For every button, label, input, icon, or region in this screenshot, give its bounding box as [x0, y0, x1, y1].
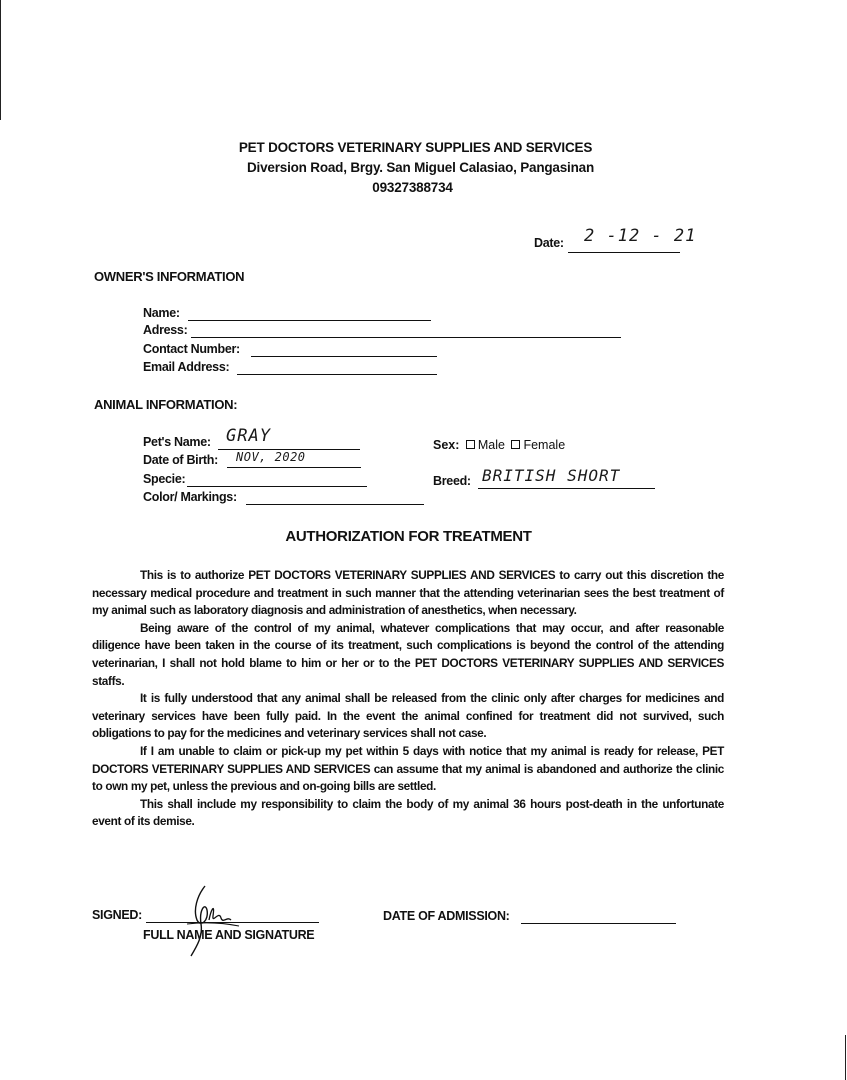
signature-caption: FULL NAME AND SIGNATURE: [143, 928, 315, 942]
scan-edge: [0, 0, 1, 120]
dob-value: NOV, 2020: [236, 450, 306, 464]
pet-name-value: GRAY: [226, 426, 271, 446]
owner-address-field: [191, 337, 621, 338]
pet-name-label: Pet's Name:: [143, 435, 211, 449]
specie-field: [187, 486, 367, 487]
specie-label: Specie:: [143, 472, 186, 486]
owner-email-field: [237, 374, 437, 375]
owner-contact-field: [251, 356, 437, 357]
authorization-title: AUTHORIZATION FOR TREATMENT: [285, 528, 532, 545]
sex-row: [433, 438, 565, 452]
authorization-paragraph: If I am unable to claim or pick-up my pet within 5 days with notice that my animal is ready for release, PET DOCTORS VETERINARY SUPPLIES AND SERVICES can assume that my animal is abandoned and authorize the clinic to own my pet, unless the previous and on-going bills are settled.: [92, 743, 724, 794]
handwritten-signature: [183, 880, 243, 960]
date-value: 2 -12 - 21: [584, 226, 697, 246]
admission-date-label: DATE OF ADMISSION:: [383, 909, 510, 923]
dob-field: [227, 467, 361, 468]
company-phone: 09327388734: [372, 180, 453, 195]
owner-email-label: Email Address:: [143, 360, 230, 374]
male-checkbox[interactable]: [466, 440, 475, 449]
owner-name-label: Name:: [143, 306, 180, 320]
owner-name-field: [188, 320, 431, 321]
authorization-paragraph: This shall include my responsibility to claim the body of my animal 36 hours post-death in the unfortunate event of its demise.: [92, 796, 724, 829]
breed-value: BRITISH SHORT: [482, 466, 621, 485]
sex-label: Sex:: [433, 438, 460, 452]
color-markings-label: Color/ Markings:: [143, 490, 237, 504]
company-name: PET DOCTORS VETERINARY SUPPLIES AND SERVICES: [238, 140, 593, 155]
color-markings-field: [246, 504, 424, 505]
scan-edge: [845, 1035, 846, 1080]
owner-address-label: Adress:: [143, 323, 188, 337]
authorization-body: [92, 567, 724, 831]
breed-field: [478, 488, 655, 489]
authorization-paragraph: Being aware of the control of my animal, whatever complications that may occur, and after reasonable diligence have been taken in the course of its treatment, such complications is beyond the control of the attending veterinarian, I shall not hold blame to him or her or to the PET DOCTORS VETERINARY SUPPLIES AND SERVICES staffs.: [92, 620, 724, 688]
date-label: Date:: [534, 236, 564, 250]
company-address: Diversion Road, Brgy. San Miguel Calasiao, Pangasinan: [247, 160, 594, 175]
female-checkbox[interactable]: [511, 440, 520, 449]
owner-contact-label: Contact Number:: [143, 342, 240, 356]
breed-label: Breed:: [433, 474, 471, 488]
date-line: [568, 252, 680, 253]
admission-date-field: [521, 923, 676, 924]
female-option-label: Female: [523, 438, 566, 452]
owner-section-title: OWNER'S INFORMATION: [94, 269, 245, 284]
dob-label: Date of Birth:: [143, 453, 218, 467]
authorization-paragraph: This is to authorize PET DOCTORS VETERINARY SUPPLIES AND SERVICES to carry out this discretion the necessary medical procedure and treatment in such manner that the attending veterinarian sees the best treatment of my animal such as laboratory diagnosis and administration of anesthetics, when necessary.: [92, 568, 724, 618]
authorization-paragraph: It is fully understood that any animal shall be released from the clinic only after charges for medicines and veterinary services have been fully paid. In the event the animal confined for treatment did not survived, such obligations to pay for the medicines and veterinary services shall not case.: [92, 691, 724, 741]
signed-label: SIGNED:: [92, 908, 142, 922]
male-option-label: Male: [477, 438, 505, 452]
animal-section-title: ANIMAL INFORMATION:: [94, 397, 238, 412]
